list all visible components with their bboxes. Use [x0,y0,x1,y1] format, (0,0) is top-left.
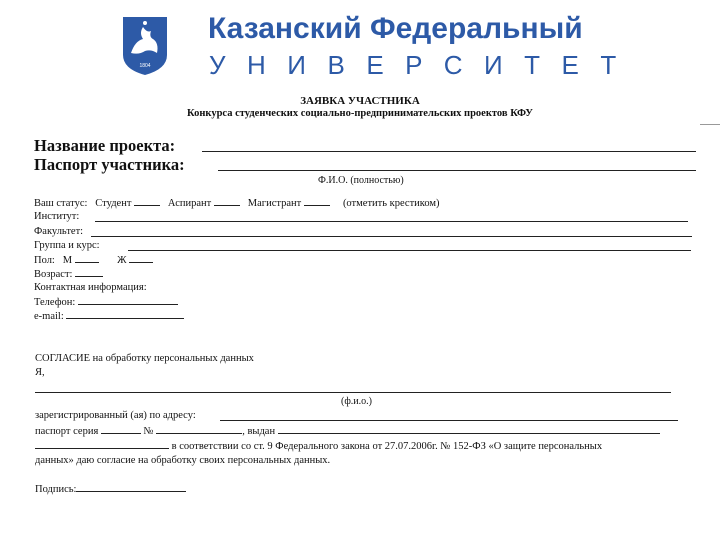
passport-series-field[interactable] [101,424,141,434]
faculty-field[interactable] [91,236,692,237]
sex-label: Пол: [34,255,55,266]
institute-field[interactable] [95,221,688,222]
phone-label: Телефон: [34,297,76,308]
status-master-field[interactable] [304,196,330,206]
passport-number-field[interactable] [156,424,242,434]
signature-row [35,482,186,496]
passport-label: Паспорт участника: [34,155,185,174]
status-label: Ваш статус: [34,198,88,209]
passport-series-label: паспорт серия [35,426,99,437]
age-label: Возраст: [34,269,73,280]
consent-fio-field[interactable] [35,392,671,393]
group-label: Группа и курс: [34,240,100,251]
signature-field[interactable] [76,482,186,492]
status-aspirant-label: Аспирант [167,198,212,209]
project-name-label: Название проекта: [34,136,176,155]
passport-field[interactable] [218,170,696,171]
status-student-field[interactable] [134,196,160,206]
sex-f-field[interactable] [129,253,153,263]
email-label: e-mail: [34,311,64,322]
kfu-logo-icon [121,15,169,77]
age-field[interactable] [75,267,103,277]
divider [700,124,720,125]
email-field[interactable] [66,309,184,319]
consent-heading: СОГЛАСИЕ на обработку персональных данных [35,353,254,364]
phone-row [34,295,178,309]
svg-text:1804: 1804 [139,63,151,69]
email-row [34,309,184,323]
faculty-label: Факультет: [34,226,84,237]
form-subtitle: Конкурса студенческих социально-предпринимательских проектов КФУ [187,108,533,119]
sex-f-label: Ж [117,255,127,266]
law-text-2: данных» даю согласие на обработку своих персональных данных. [35,455,331,466]
status-row [34,196,440,210]
signature-label: Подпись: [35,484,77,495]
sex-m-label: М [62,255,73,266]
address-field[interactable] [220,420,678,421]
sex-row [34,253,153,267]
passport-number-sign: № [143,426,154,437]
law-row [35,439,602,453]
status-student-label: Студент [95,198,132,209]
university-name: Казанский Федеральный [208,12,583,45]
project-name-field[interactable] [202,151,696,152]
university-subtitle: УНИВЕРСИТЕТ [209,50,638,80]
phone-field[interactable] [78,295,178,305]
institute-label: Институт: [34,211,80,222]
law-date-field[interactable] [35,439,169,449]
status-master-label: Магистрант [247,198,302,209]
consent-ya: Я, [35,367,45,378]
sex-m-field[interactable] [75,253,99,263]
registered-label: зарегистрированный (ая) по адресу: [35,410,196,421]
passport-row [35,424,660,438]
law-text: в соответствии со ст. 9 Федерального закона от 27.07.2006г. № 152-ФЗ «О защите персональных [171,441,603,452]
passport-issued-label: , выдан [242,426,276,437]
contact-label: Контактная информация: [34,282,147,293]
age-row [34,267,103,281]
consent-fio-hint: (ф.и.о.) [341,396,372,407]
status-hint: (отметить крестиком) [342,198,440,209]
passport-issued-field[interactable] [278,424,660,434]
group-field[interactable] [128,250,691,251]
status-aspirant-field[interactable] [214,196,240,206]
fio-hint: Ф.И.О. (полностью) [318,175,404,186]
form-title: ЗАЯВКА УЧАСТНИКА [300,95,420,107]
